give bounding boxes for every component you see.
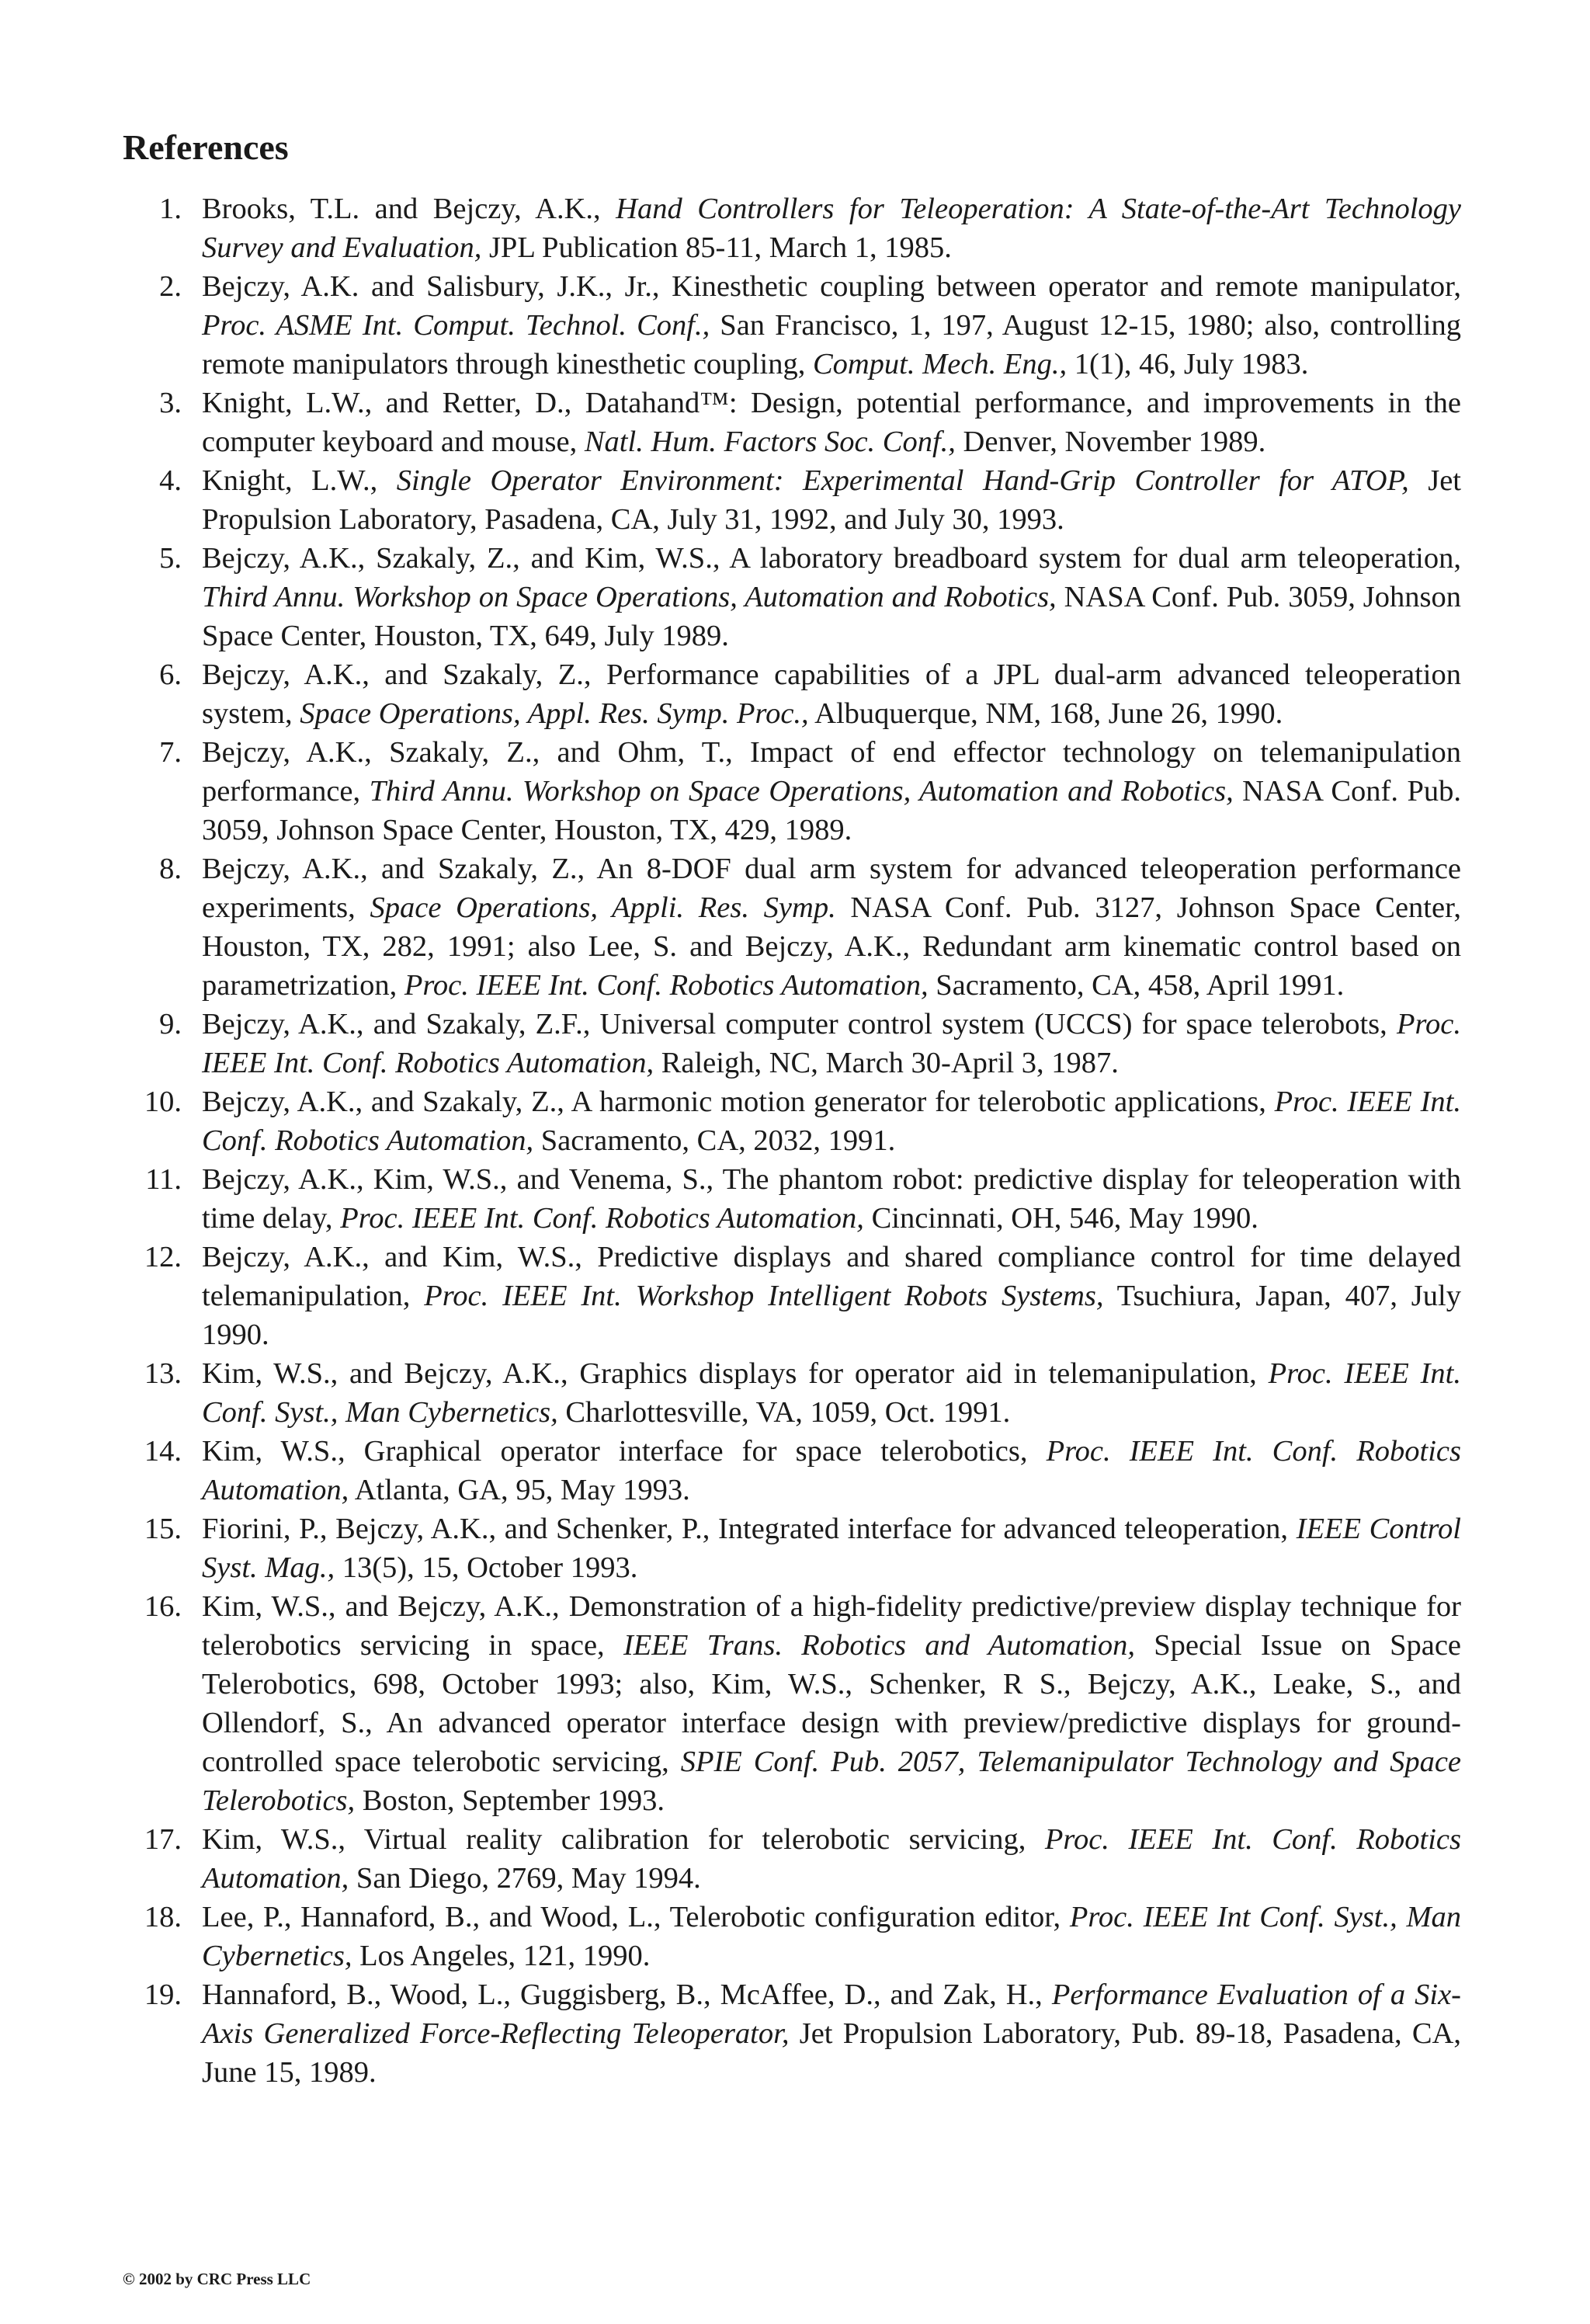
reference-item <box>0 1587 1590 1820</box>
reference-number: 19. <box>144 1978 182 2011</box>
reference-segment: 13(5), 15, October 1993. <box>335 1551 638 1584</box>
reference-source-italic: Third Annu. Workshop on Space Operations, Automation and Robotics, <box>369 775 1234 808</box>
reference-text <box>202 1975 1461 2092</box>
reference-source-italic: Proc. IEEE Int. Conf. Robotics Automation, <box>202 1823 1461 1895</box>
reference-number: 8. <box>159 853 182 885</box>
reference-segment: 1(1), 46, July 1983. <box>1067 348 1309 380</box>
reference-segment: Bejczy, A.K., and Szakaly, Z., A harmonic motion generator for telerobotic applications, <box>202 1086 1275 1118</box>
reference-segment: Bejczy, A.K., and Szakaly, Z., An 8-DOF dual arm system for advanced teleoperation performance experiments, <box>202 853 1461 924</box>
copyright-footer: © 2002 by CRC Press LLC <box>123 2270 311 2288</box>
reference-segment: Charlottesville, VA, 1059, Oct. 1991. <box>557 1396 1011 1429</box>
reference-segment: NASA Conf. Pub. 3127, Johnson Space Center, Houston, TX, 282, 1991; also Lee, S. and Bejczy, A.K., Redundant arm kinematic control based on parametrization, <box>202 891 1461 1002</box>
reference-item <box>0 1238 1590 1354</box>
reference-number: 6. <box>159 658 182 691</box>
reference-segment: Tsuchiura, Japan, 407, July 1990. <box>202 1280 1461 1351</box>
reference-item <box>0 733 1590 849</box>
reference-text <box>202 1432 1461 1509</box>
reference-source-italic: IEEE Trans. Robotics and Automation, <box>623 1629 1135 1662</box>
reference-source-italic: SPIE Conf. Pub. 2057, Telemanipulator Technology and Space Telerobotics, <box>202 1746 1462 1817</box>
reference-segment: Jet Propulsion Laboratory, Pasadena, CA, July 31, 1992, and July 30, 1993. <box>202 464 1461 536</box>
reference-text <box>202 733 1461 849</box>
reference-segment: Kim, W.S., and Bejczy, A.K., Graphics displays for operator aid in telemanipulation, <box>202 1357 1269 1390</box>
reference-item <box>0 1160 1590 1238</box>
reference-number: 9. <box>159 1008 182 1040</box>
reference-text <box>202 1238 1461 1354</box>
reference-segment: Knight, L.W., <box>202 464 397 497</box>
reference-segment: Fiorini, P., Bejczy, A.K., and Schenker, P., Integrated interface for advanced teleoperation, <box>202 1513 1297 1545</box>
reference-segment: Los Angeles, 121, 1990. <box>352 1940 651 1972</box>
reference-number: 17. <box>144 1823 182 1856</box>
reference-source-italic: Proc. IEEE Int Conf. Syst., Man Cybernetics, <box>202 1901 1462 1972</box>
reference-source-italic: Proc. IEEE Int. Conf. Syst., Man Cybernetics, <box>202 1357 1461 1429</box>
reference-segment: Albuquerque, NM, 168, June 26, 1990. <box>808 697 1283 730</box>
reference-item <box>0 1509 1590 1587</box>
reference-number: 7. <box>159 736 182 769</box>
reference-number: 14. <box>144 1435 182 1468</box>
reference-source-italic: Natl. Hum. Factors Soc. Conf., <box>584 426 956 458</box>
reference-item <box>0 1898 1590 1975</box>
reference-number: 3. <box>159 387 182 419</box>
reference-number: 13. <box>144 1357 182 1390</box>
reference-segment: NASA Conf. Pub. 3059, Johnson Space Center, Houston, TX, 649, July 1989. <box>202 581 1461 652</box>
references-list <box>0 189 1590 2092</box>
reference-segment: Cincinnati, OH, 546, May 1990. <box>863 1202 1258 1235</box>
reference-number: 10. <box>144 1086 182 1118</box>
reference-segment: Bejczy, A.K., Kim, W.S., and Venema, S., The phantom robot: predictive display for teleoperation with time delay, <box>202 1163 1461 1235</box>
reference-source-italic: IEEE Control Syst. Mag., <box>202 1513 1462 1584</box>
reference-segment: Lee, P., Hannaford, B., and Wood, L., Telerobotic configuration editor, <box>202 1901 1070 1933</box>
reference-number: 11. <box>145 1163 182 1196</box>
reference-segment: Boston, September 1993. <box>355 1784 665 1817</box>
reference-item <box>0 384 1590 461</box>
reference-segment: San Diego, 2769, May 1994. <box>349 1862 701 1895</box>
reference-segment: Sacramento, CA, 458, April 1991. <box>928 969 1345 1002</box>
reference-segment: Raleigh, NC, March 30-April 3, 1987. <box>654 1047 1119 1079</box>
reference-source-italic: Performance Evaluation of a Six-Axis Generalized Force-Reflecting Teleoperator, <box>202 1978 1461 2050</box>
reference-number: 2. <box>159 270 182 303</box>
reference-text <box>202 1005 1461 1082</box>
reference-segment: Jet Propulsion Laboratory, Pub. 89-18, Pasadena, CA, June 15, 1989. <box>202 2017 1461 2089</box>
reference-source-italic: Proc. IEEE Int. Workshop Intelligent Robots Systems, <box>424 1280 1104 1312</box>
reference-number: 15. <box>144 1513 182 1545</box>
reference-item <box>0 1975 1590 2092</box>
reference-text <box>202 189 1461 267</box>
reference-item <box>0 539 1590 655</box>
reference-segment: Denver, November 1989. <box>955 426 1266 458</box>
reference-item <box>0 1820 1590 1898</box>
reference-number: 16. <box>144 1590 182 1623</box>
reference-number: 18. <box>144 1901 182 1933</box>
reference-source-italic: Single Operator Environment: Experimental Hand-Grip Controller for ATOP, <box>396 464 1409 497</box>
reference-item <box>0 1432 1590 1509</box>
reference-text <box>202 655 1461 733</box>
reference-item <box>0 1082 1590 1160</box>
reference-text <box>202 1354 1461 1432</box>
reference-segment: Knight, L.W., and Retter, D., Datahand™: Design, potential performance, and improvements in the computer keyboard and mouse, <box>202 387 1461 458</box>
reference-source-italic: Space Operations, Appli. Res. Symp. <box>370 891 836 924</box>
reference-text <box>202 1509 1461 1587</box>
reference-segment: Bejczy, A.K., Szakaly, Z., and Kim, W.S., A laboratory breadboard system for dual arm teleoperation, <box>202 542 1461 575</box>
reference-segment: Bejczy, A.K. and Salisbury, J.K., Jr., Kinesthetic coupling between operator and remote manipulator, <box>202 270 1461 303</box>
reference-text <box>202 1898 1461 1975</box>
reference-segment: Brooks, T.L. and Bejczy, A.K., <box>202 193 616 225</box>
reference-segment: Bejczy, A.K., and Szakaly, Z., Performance capabilities of a JPL dual-arm advanced teleoperation system, <box>202 658 1461 730</box>
reference-segment: NASA Conf. Pub. 3059, Johnson Space Center, Houston, TX, 429, 1989. <box>202 775 1461 846</box>
reference-source-italic: Proc. ASME Int. Comput. Technol. Conf., <box>202 309 710 342</box>
reference-segment: JPL Publication 85-11, March 1, 1985. <box>481 231 952 264</box>
reference-segment: Bejczy, A.K., and Kim, W.S., Predictive displays and shared compliance control for time delayed telemanipulation, <box>202 1241 1461 1312</box>
reference-segment: Kim, W.S., Virtual reality calibration for telerobotic servicing, <box>202 1823 1045 1856</box>
reference-source-italic: Space Operations, Appl. Res. Symp. Proc., <box>300 697 809 730</box>
reference-text <box>202 539 1461 655</box>
reference-text <box>202 461 1461 539</box>
reference-source-italic: Hand Controllers for Teleoperation: A State-of-the-Art Technology Survey and Evaluation, <box>202 193 1461 264</box>
reference-segment: San Francisco, 1, 197, August 12-15, 1980; also, controlling remote manipulators through kinesthetic coupling, <box>202 309 1461 380</box>
reference-text <box>202 1160 1461 1238</box>
reference-source-italic: Comput. Mech. Eng., <box>812 348 1068 380</box>
reference-text <box>202 267 1461 384</box>
reference-segment: Bejczy, A.K., Szakaly, Z., and Ohm, T., Impact of end effector technology on telemanipulation performance, <box>202 736 1461 808</box>
reference-source-italic: Proc. IEEE Int. Conf. Robotics Automation, <box>404 969 929 1002</box>
reference-segment: Bejczy, A.K., and Szakaly, Z.F., Universal computer control system (UCCS) for space telerobots, <box>202 1008 1397 1040</box>
reference-segment: Special Issue on Space Telerobotics, 698, October 1993; also, Kim, W.S., Schenker, R S., Bejczy, A.K., Leake, S., and Ollendorf, S., An advanced operator interface design with preview/predictive displays for ground-controlled space telerobotic servicing, <box>202 1629 1462 1778</box>
reference-source-italic: Proc. IEEE Int. Conf. Robotics Automation, <box>340 1202 864 1235</box>
reference-segment: Atlanta, GA, 95, May 1993. <box>349 1474 690 1506</box>
reference-source-italic: Third Annu. Workshop on Space Operations, Automation and Robotics, <box>202 581 1057 613</box>
reference-item <box>0 849 1590 1005</box>
reference-number: 5. <box>159 542 182 575</box>
reference-source-italic: Proc. IEEE Int. Conf. Robotics Automation, <box>202 1435 1461 1506</box>
references-heading: References <box>123 127 289 167</box>
reference-item <box>0 267 1590 384</box>
reference-segment: Kim, W.S., Graphical operator interface for space telerobotics, <box>202 1435 1047 1468</box>
reference-segment: Hannaford, B., Wood, L., Guggisberg, B., McAffee, D., and Zak, H., <box>202 1978 1052 2011</box>
reference-number: 4. <box>159 464 182 497</box>
reference-text <box>202 1587 1461 1820</box>
reference-segment: Sacramento, CA, 2032, 1991. <box>533 1124 896 1157</box>
reference-item <box>0 655 1590 733</box>
reference-text <box>202 1820 1461 1898</box>
reference-item <box>0 189 1590 267</box>
reference-item <box>0 1005 1590 1082</box>
reference-item <box>0 461 1590 539</box>
reference-text <box>202 384 1461 461</box>
reference-segment: Kim, W.S., and Bejczy, A.K., Demonstration of a high-fidelity predictive/preview display technique for telerobotics servicing in space, <box>202 1590 1461 1662</box>
reference-text <box>202 849 1461 1005</box>
reference-source-italic: Proc. IEEE Int. Conf. Robotics Automation, <box>202 1086 1461 1157</box>
reference-number: 1. <box>159 193 182 225</box>
reference-text <box>202 1082 1461 1160</box>
reference-number: 12. <box>144 1241 182 1273</box>
reference-source-italic: Proc. IEEE Int. Conf. Robotics Automation, <box>202 1008 1461 1079</box>
reference-item <box>0 1354 1590 1432</box>
